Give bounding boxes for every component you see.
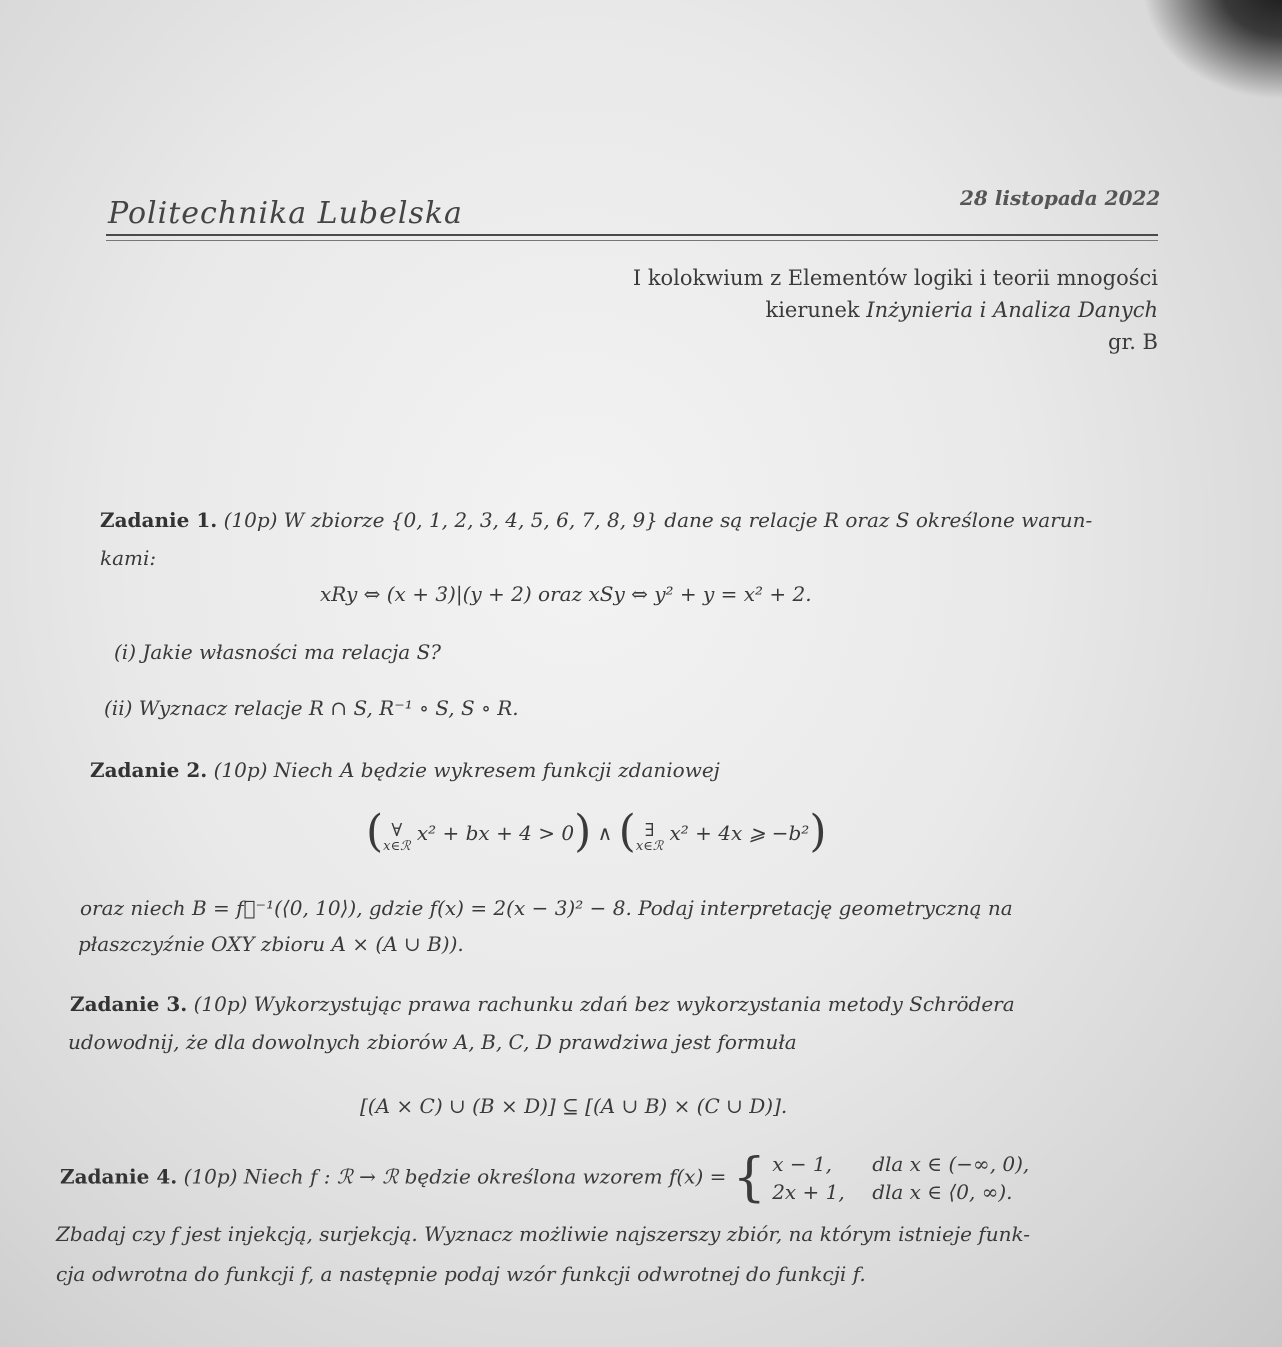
task2-line1: oraz niech B = f⃗⁻¹(⟨0, 10⟩), gdzie f(x) = 2(x − 3)² − 8. Podaj interpretację geometryczną na xyxy=(80,896,1013,920)
task4-line0 xyxy=(60,1150,1029,1206)
forall-quantifier: ∀ x∈ℛ xyxy=(383,820,411,854)
task3-formula: [(A × C) ∪ (B × D)] ⊆ [(A ∪ B) × (C ∪ D)]. xyxy=(360,1094,788,1118)
cases-brace: { xyxy=(732,1148,766,1208)
task2-intro-line xyxy=(90,758,720,782)
task1-item-ii: (ii) Wyznacz relacje R ∩ S, R⁻¹ ∘ S, S ∘ R. xyxy=(104,696,519,720)
task1-points: (10p) xyxy=(223,508,278,532)
task2-part1: x² + bx + 4 > 0 xyxy=(416,821,575,845)
task1-intro-line1 xyxy=(100,508,1092,532)
task4-line1: Zbadaj czy f jest injekcją, surjekcją. Wyznacz możliwie najszerszy zbiór, na którym istnieje funk- xyxy=(56,1222,1030,1246)
task3-label: Zadanie 3. xyxy=(70,992,188,1016)
task4-points: (10p) xyxy=(183,1164,238,1189)
major-prefix: kierunek xyxy=(765,298,860,322)
task3-points: (10p) xyxy=(193,992,248,1016)
exists-quantifier: ∃ x∈ℛ xyxy=(635,820,664,854)
exam-title: I kolokwium z Elementów logiki i teorii mnogości xyxy=(632,266,1158,290)
paren-open-2: ( xyxy=(618,806,636,857)
header-rule-thin xyxy=(106,240,1158,241)
institution-name: Politechnika Lubelska xyxy=(108,196,463,231)
and-operator: ∧ xyxy=(597,821,613,845)
task3-line1 xyxy=(70,992,1015,1016)
cases-block xyxy=(772,1150,1029,1206)
case-1: x − 1, dla x ∈ (−∞, 0), xyxy=(772,1152,1030,1176)
task1-label: Zadanie 1. xyxy=(100,508,218,532)
paren-open-1: ( xyxy=(366,806,384,857)
header-rule-thick xyxy=(106,234,1158,236)
task1-formula: xRy ⇔ (x + 3)|(y + 2) oraz xSy ⇔ y² + y = x² + 2. xyxy=(320,582,812,606)
task1-item-i: (i) Jakie własności ma relacja S? xyxy=(114,640,442,664)
major-line xyxy=(765,298,1158,322)
task2-points: (10p) xyxy=(213,758,268,782)
paren-close-1: ) xyxy=(574,806,592,857)
case-2: 2x + 1, dla x ∈ ⟨0, ∞). xyxy=(772,1180,1013,1204)
task2-label: Zadanie 2. xyxy=(90,758,208,782)
task4-label: Zadanie 4. xyxy=(60,1164,178,1189)
major-name: Inżynieria i Analiza Danych xyxy=(866,298,1158,322)
paren-close-2: ) xyxy=(809,806,827,857)
task3-text1: Wykorzystując prawa rachunku zdań bez wykorzystania metody Schrödera xyxy=(253,992,1015,1016)
exam-date: 28 listopada 2022 xyxy=(960,186,1161,210)
task2-formula xyxy=(366,806,827,857)
task2-part2: x² + 4x ⩾ −b² xyxy=(669,821,810,845)
corner-shadow xyxy=(1142,0,1282,100)
task2-line2: płaszczyźnie OXY zbioru A × (A ∪ B)). xyxy=(78,932,464,956)
task2-intro: Niech A będzie wykresem funkcji zdaniowej xyxy=(273,758,720,782)
task1-intro-line2: kami: xyxy=(100,546,157,570)
task3-line2: udowodnij, że dla dowolnych zbiorów A, B, C, D prawdziwa jest formuła xyxy=(68,1030,797,1054)
group-label: gr. B xyxy=(1108,330,1158,354)
task4-line2: cja odwrotna do funkcji f, a następnie podaj wzór funkcji odwrotnej do funkcji f. xyxy=(56,1262,866,1286)
task1-intro: W zbiorze {0, 1, 2, 3, 4, 5, 6, 7, 8, 9} dane są relacje R oraz S określone warun- xyxy=(283,508,1093,532)
task4-intro: Niech f : ℛ → ℛ będzie określona wzorem f(x) = xyxy=(243,1164,727,1189)
